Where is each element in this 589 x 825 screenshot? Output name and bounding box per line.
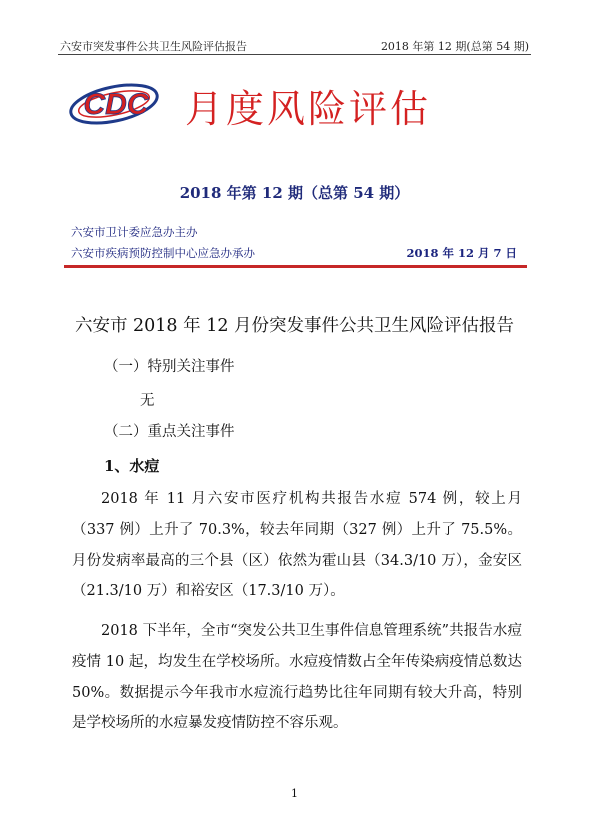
header-divider	[58, 54, 531, 55]
cdc-logo-icon	[66, 74, 166, 130]
organizer-line: 六安市疾病预防控制中心应急办承办	[71, 246, 255, 260]
paragraph-varicella-outbreaks: 2018 下半年，全市“突发公共卫生事件信息管理系统”共报告水痘疫情 10 起，均发生在学校场所。水痘疫情数占全年传染病疫情总数达 50%。数据提示今年我市水痘流行趋势比往年同期有较大升高，特别是学校场所的水痘暴发疫情防控不容乐观。	[72, 623, 522, 732]
section-heading-special: （一）特别关注事件	[104, 359, 235, 375]
paragraph-varicella-cases: 2018 年 11 月六安市医疗机构共报告水痘 574 例，较上月（337 例）上升了 70.3%，较去年同期（327 例）上升了 75.5%。月份发病率最高的三个县（区）依然为霍山县（34.3/10 万），金安区（21.3/10 万）和裕安区（17.3/10 万）。	[72, 491, 522, 600]
running-header-title: 六安市突发事件公共卫生风险评估报告	[60, 40, 247, 53]
report-title: 六安市 2018 年 12 月份突发事件公共卫生风险评估报告	[74, 316, 515, 336]
issue-number: 2018 年第 12 期（总第 54 期）	[179, 184, 410, 202]
publish-date: 2018 年 12 月 7 日	[406, 246, 517, 260]
logo-text: CDC	[83, 88, 149, 121]
section-heading-key: （二）重点关注事件	[104, 424, 235, 440]
section-special-body: 无	[140, 393, 155, 409]
masthead-title: 月度风险评估	[185, 87, 432, 131]
page-number: 1	[291, 787, 298, 800]
sponsor-line: 六安市卫计委应急办主办	[71, 225, 198, 239]
running-header-issue: 2018 年第 12 期(总第 54 期)	[380, 40, 529, 53]
masthead-divider	[64, 265, 527, 268]
subsection-heading-varicella: 1、水痘	[104, 457, 160, 475]
